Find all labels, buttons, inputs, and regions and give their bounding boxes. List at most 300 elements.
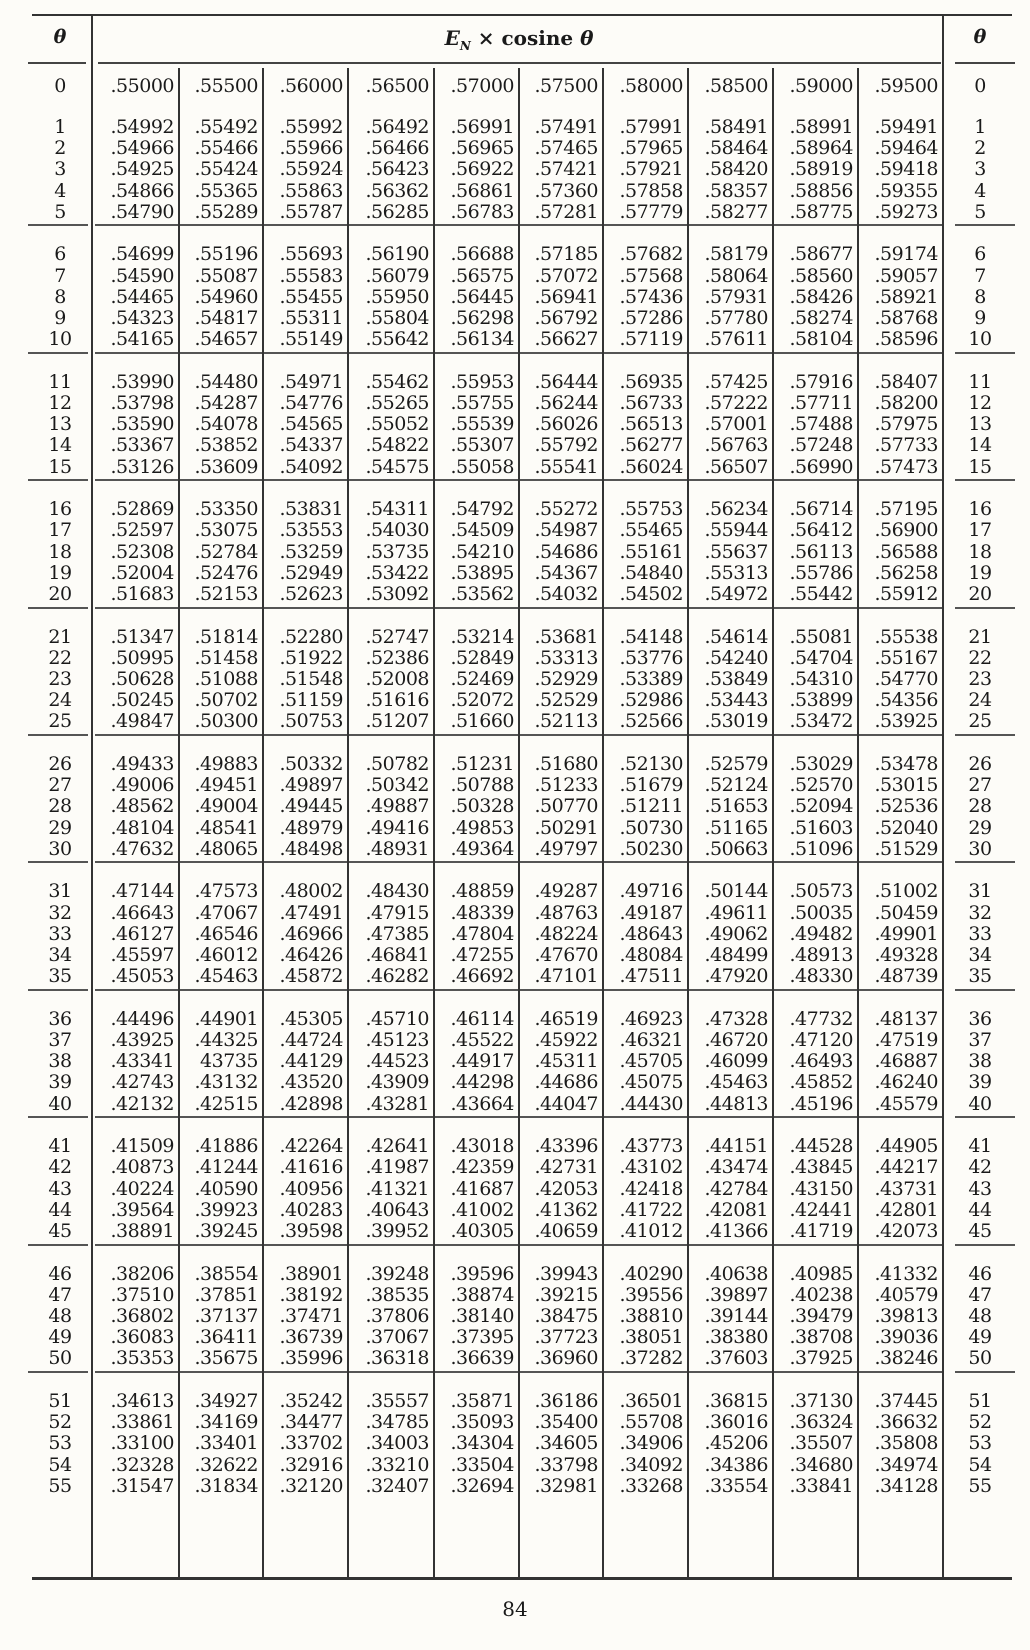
table-cell: .33702 — [279, 1432, 343, 1455]
column-divider — [433, 68, 435, 1577]
theta-right: 55 — [968, 1474, 992, 1497]
table-cell: .41366 — [704, 1220, 768, 1242]
theta-right: 12 — [968, 392, 992, 414]
header-title-sub: N — [459, 39, 471, 53]
table-cell: .56688 — [450, 243, 514, 266]
table-cell: .52579 — [704, 753, 768, 775]
table-row — [0, 1200, 1030, 1221]
theta-left: 3 — [54, 158, 66, 181]
table-cell: .47573 — [194, 880, 258, 903]
theta-right: 26 — [968, 753, 992, 775]
table-cell: .32622 — [194, 1453, 258, 1476]
table-cell: .59057 — [874, 264, 938, 287]
table-cell: .36501 — [619, 1390, 683, 1412]
table-row — [0, 648, 1030, 669]
column-divider — [687, 68, 689, 1577]
table-cell: .38140 — [450, 1305, 514, 1327]
group-separator — [28, 861, 88, 863]
table-cell: .41987 — [365, 1156, 429, 1179]
theta-right: 22 — [968, 646, 992, 669]
table-cell: .53367 — [110, 434, 174, 457]
table-cell: .50291 — [534, 816, 598, 839]
table-cell: .40590 — [194, 1177, 258, 1200]
theta-left: 30 — [48, 837, 72, 860]
table-cell: .52849 — [450, 646, 514, 669]
table-cell: .33401 — [194, 1432, 258, 1455]
table-cell: .55161 — [619, 540, 683, 563]
table-cell: .56935 — [619, 370, 683, 393]
table-cell: .57780 — [704, 307, 768, 329]
table-cell: .52113 — [534, 710, 598, 733]
table-cell: .58426 — [789, 285, 853, 308]
table-cell: .53259 — [279, 540, 343, 563]
table-cell: .40638 — [704, 1262, 768, 1285]
table-cell: .56277 — [619, 434, 683, 457]
table-cell: .51002 — [874, 880, 938, 903]
theta-right: 25 — [968, 710, 992, 733]
theta-right: 50 — [968, 1347, 992, 1370]
table-cell: .55944 — [704, 519, 768, 542]
table-cell: .54960 — [194, 285, 258, 308]
table-cell: .51096 — [789, 837, 853, 860]
theta-left: 35 — [48, 965, 72, 988]
table-cell: .39596 — [450, 1262, 514, 1285]
table-cell: .54776 — [279, 392, 343, 414]
table-cell: .46841 — [365, 944, 429, 966]
theta-right: 3 — [974, 158, 986, 181]
table-cell: .33504 — [450, 1453, 514, 1476]
group-separator — [28, 1244, 88, 1246]
table-cell: .46720 — [704, 1029, 768, 1051]
table-cell: .53478 — [874, 753, 938, 775]
table-cell: .39598 — [279, 1220, 343, 1242]
table-cell: .54148 — [619, 625, 683, 648]
table-cell: .50342 — [365, 774, 429, 797]
table-cell: .57286 — [619, 307, 683, 329]
table-cell: .54509 — [450, 519, 514, 542]
table-cell: .44325 — [194, 1029, 258, 1051]
table-cell: .57779 — [619, 200, 683, 223]
table-cell: .55081 — [789, 625, 853, 648]
theta-left: 33 — [48, 922, 72, 945]
table-cell: .55289 — [194, 200, 258, 223]
table-cell: .48498 — [279, 837, 343, 860]
table-cell: .56714 — [789, 498, 853, 521]
table-cell: .56113 — [789, 540, 853, 563]
table-row — [0, 414, 1030, 435]
table-cell: .53735 — [365, 540, 429, 563]
table-cell: .35093 — [450, 1411, 514, 1434]
table-row — [0, 329, 1030, 350]
table-cell: .55753 — [619, 498, 683, 521]
group-separator — [28, 1116, 88, 1118]
table-cell: .42264 — [279, 1135, 343, 1158]
table-cell: .49611 — [704, 901, 768, 924]
group-separator — [28, 989, 88, 991]
table-cell: .47519 — [874, 1029, 938, 1051]
table-cell: .33210 — [365, 1453, 429, 1476]
table-cell: .50782 — [365, 753, 429, 775]
table-cell: .44528 — [789, 1135, 853, 1158]
table-cell: .52869 — [110, 498, 174, 521]
table-cell: .56444 — [534, 370, 598, 393]
table-cell: .57488 — [789, 413, 853, 436]
header-rule-right — [955, 62, 1015, 64]
table-cell: .36739 — [279, 1326, 343, 1349]
table-cell: .48931 — [365, 837, 429, 860]
theta-left: 0 — [54, 75, 66, 97]
table-cell: .32120 — [279, 1474, 343, 1497]
table-cell: .39564 — [110, 1198, 174, 1221]
table-cell: .57682 — [619, 243, 683, 266]
table-cell: .44813 — [704, 1092, 768, 1115]
theta-right: 8 — [974, 285, 986, 308]
table-cell: .55708 — [619, 1411, 683, 1434]
theta-left: 44 — [48, 1198, 72, 1221]
table-cell: .44151 — [704, 1135, 768, 1158]
table-cell: .46321 — [619, 1029, 683, 1051]
theta-right: 15 — [968, 455, 992, 478]
table-cell: .54840 — [619, 561, 683, 584]
table-cell: .48541 — [194, 816, 258, 839]
table-cell: .54704 — [789, 646, 853, 669]
table-cell: .44523 — [365, 1050, 429, 1073]
table-cell: .58677 — [789, 243, 853, 266]
table-cell: .59418 — [874, 158, 938, 181]
table-cell: .39248 — [365, 1262, 429, 1285]
table-cell: .55462 — [365, 370, 429, 393]
table-cell: .53214 — [450, 625, 514, 648]
theta-left: 49 — [48, 1326, 72, 1349]
table-cell: .39245 — [194, 1220, 258, 1242]
table-cell: .47915 — [365, 901, 429, 924]
table-cell: .58277 — [704, 200, 768, 223]
table-cell: .41332 — [874, 1262, 938, 1285]
table-cell: .56134 — [450, 328, 514, 351]
theta-right: 32 — [968, 901, 992, 924]
table-cell: .42515 — [194, 1092, 258, 1115]
table-cell: .58274 — [789, 307, 853, 329]
table-cell: .48763 — [534, 901, 598, 924]
table-cell: .41002 — [450, 1198, 514, 1221]
table-cell: .59174 — [874, 243, 938, 266]
table-cell: .55924 — [279, 158, 343, 181]
table-cell: .57001 — [704, 413, 768, 436]
table-cell: .57000 — [450, 75, 514, 97]
group-separator — [955, 352, 1015, 354]
table-cell: .47732 — [789, 1007, 853, 1030]
group-separator — [28, 607, 88, 609]
table-cell: .54092 — [279, 455, 343, 478]
table-cell: .56627 — [534, 328, 598, 351]
table-cell: .56445 — [450, 285, 514, 308]
column-divider — [262, 68, 264, 1577]
table-cell: .39036 — [874, 1326, 938, 1349]
table-cell: .43102 — [619, 1156, 683, 1179]
table-cell: .52566 — [619, 710, 683, 733]
table-cell: .49433 — [110, 753, 174, 775]
table-cell: .58596 — [874, 328, 938, 351]
table-cell: .55642 — [365, 328, 429, 351]
theta-left: 41 — [48, 1135, 72, 1158]
table-cell: .44217 — [874, 1156, 938, 1179]
table-cell: .53849 — [704, 668, 768, 690]
theta-right: 40 — [968, 1092, 992, 1115]
table-row — [0, 117, 1030, 138]
table-cell: .58464 — [704, 137, 768, 160]
table-cell: .55637 — [704, 540, 768, 563]
theta-right: 41 — [968, 1135, 992, 1158]
table-cell: .53443 — [704, 689, 768, 712]
table-row — [0, 1072, 1030, 1093]
table-cell: .54165 — [110, 328, 174, 351]
theta-left: 38 — [48, 1050, 72, 1073]
theta-right: 28 — [968, 795, 992, 818]
theta-right: 27 — [968, 774, 992, 797]
table-cell: .57248 — [789, 434, 853, 457]
table-cell: .39215 — [534, 1283, 598, 1306]
table-cell: .38535 — [365, 1283, 429, 1306]
table-cell: .40643 — [365, 1198, 429, 1221]
table-cell: .38901 — [279, 1262, 343, 1285]
table-header — [0, 16, 1030, 64]
table-cell: .53092 — [365, 583, 429, 605]
table-cell: .55500 — [194, 75, 258, 97]
table-cell: .44724 — [279, 1029, 343, 1051]
table-cell: .49364 — [450, 837, 514, 860]
table-cell: .35507 — [789, 1432, 853, 1455]
table-cell: .53422 — [365, 561, 429, 584]
theta-right: 39 — [968, 1071, 992, 1094]
theta-right: 33 — [968, 922, 992, 945]
table-cell: .41687 — [450, 1177, 514, 1200]
table-cell: .57858 — [619, 179, 683, 202]
table-cell: .34003 — [365, 1432, 429, 1455]
theta-left: 52 — [48, 1411, 72, 1434]
table-cell: .54465 — [110, 285, 174, 308]
theta-left: 9 — [54, 307, 66, 329]
table-cell: .45463 — [194, 965, 258, 988]
theta-right: 43 — [968, 1177, 992, 1200]
table-row — [0, 1179, 1030, 1200]
table-cell: .55953 — [450, 370, 514, 393]
theta-left: 29 — [48, 816, 72, 839]
table-cell: .56861 — [450, 179, 514, 202]
table-cell: .56792 — [534, 307, 598, 329]
table-cell: .38891 — [110, 1220, 174, 1242]
table-cell: .42132 — [110, 1092, 174, 1115]
theta-right: 23 — [968, 668, 992, 690]
table-cell: .51159 — [279, 689, 343, 712]
header-title-theta: θ — [580, 26, 594, 50]
table-row — [0, 393, 1030, 414]
theta-left: 48 — [48, 1305, 72, 1327]
table-cell: .53798 — [110, 392, 174, 414]
table-row — [0, 76, 1030, 97]
table-cell: .41722 — [619, 1198, 683, 1221]
group-separator — [955, 479, 1015, 481]
table-cell: .55087 — [194, 264, 258, 287]
table-cell: .50753 — [279, 710, 343, 733]
table-cell: .57611 — [704, 328, 768, 351]
table-row — [0, 924, 1030, 945]
table-cell: .46493 — [789, 1050, 853, 1073]
group-separator — [28, 1371, 88, 1373]
table-cell: .39144 — [704, 1305, 768, 1327]
theta-right: 16 — [968, 498, 992, 521]
theta-left: 10 — [48, 328, 72, 351]
table-row — [0, 1264, 1030, 1285]
table-cell: .36324 — [789, 1411, 853, 1434]
table-cell: .57222 — [704, 392, 768, 414]
table-cell: .35808 — [874, 1432, 938, 1455]
table-cell: .53990 — [110, 370, 174, 393]
table-cell: .55149 — [279, 328, 343, 351]
table-cell: .52308 — [110, 540, 174, 563]
theta-left: 17 — [48, 519, 72, 542]
theta-right: 19 — [968, 561, 992, 584]
group-separator — [955, 861, 1015, 863]
table-cell: .50995 — [110, 646, 174, 669]
table-cell: .33841 — [789, 1474, 853, 1497]
table-cell: .38708 — [789, 1326, 853, 1349]
theta-right: 45 — [968, 1220, 992, 1242]
group-separator — [28, 352, 88, 354]
table-cell: .56244 — [534, 392, 598, 414]
table-cell: .32407 — [365, 1474, 429, 1497]
table-cell: .54310 — [789, 668, 853, 690]
table-cell: .56079 — [365, 264, 429, 287]
table-cell: .45872 — [279, 965, 343, 988]
table-cell: .47120 — [789, 1029, 853, 1051]
table-row — [0, 754, 1030, 775]
table-cell: .51653 — [704, 795, 768, 818]
table-cell: .56258 — [874, 561, 938, 584]
theta-left: 53 — [48, 1432, 72, 1455]
table-cell: .39897 — [704, 1283, 768, 1306]
table-cell: .35242 — [279, 1390, 343, 1412]
table-cell: .37851 — [194, 1283, 258, 1306]
theta-left: 47 — [48, 1283, 72, 1306]
column-divider — [518, 68, 520, 1577]
table-row — [0, 202, 1030, 223]
table-cell: .55492 — [194, 116, 258, 138]
table-cell: .45206 — [704, 1432, 768, 1455]
theta-left: 14 — [48, 434, 72, 457]
table-row — [0, 1455, 1030, 1476]
theta-left: 24 — [48, 689, 72, 712]
table-row — [0, 627, 1030, 648]
table-cell: .53681 — [534, 625, 598, 648]
table-cell: .50459 — [874, 901, 938, 924]
table-row — [0, 1051, 1030, 1072]
table-cell: .57072 — [534, 264, 598, 287]
table-cell: .43341 — [110, 1050, 174, 1073]
table-cell: .48913 — [789, 944, 853, 966]
theta-left: 20 — [48, 583, 72, 605]
theta-left: 46 — [48, 1262, 72, 1285]
table-cell: .33554 — [704, 1474, 768, 1497]
table-cell: .57465 — [534, 137, 598, 160]
theta-left: 31 — [48, 880, 72, 903]
table-cell: .45196 — [789, 1092, 853, 1115]
theta-right: 17 — [968, 519, 992, 542]
table-cell: .54502 — [619, 583, 683, 605]
table-cell: .47144 — [110, 880, 174, 903]
table-cell: .53925 — [874, 710, 938, 733]
table-cell: .55583 — [279, 264, 343, 287]
table-cell: .36016 — [704, 1411, 768, 1434]
theta-right: 46 — [968, 1262, 992, 1285]
table-cell: .57185 — [534, 243, 598, 266]
column-divider — [942, 16, 944, 1577]
table-cell: .49901 — [874, 922, 938, 945]
page-number: 84 — [502, 1597, 528, 1621]
table-cell: .37137 — [194, 1305, 258, 1327]
table-cell: .37806 — [365, 1305, 429, 1327]
table-cell: .51660 — [450, 710, 514, 733]
theta-left: 12 — [48, 392, 72, 414]
theta-right: 52 — [968, 1411, 992, 1434]
table-cell: .57711 — [789, 392, 853, 414]
table-cell: .48562 — [110, 795, 174, 818]
table-cell: .47491 — [279, 901, 343, 924]
table-cell: .46966 — [279, 922, 343, 945]
theta-right: 36 — [968, 1007, 992, 1030]
table-row — [0, 1391, 1030, 1412]
table-cell: .50328 — [450, 795, 514, 818]
table-cell: .56990 — [789, 455, 853, 478]
table-cell: .43664 — [450, 1092, 514, 1115]
table-cell: .39952 — [365, 1220, 429, 1242]
table-cell: .57568 — [619, 264, 683, 287]
table-cell: .56507 — [704, 455, 768, 478]
table-cell: .48430 — [365, 880, 429, 903]
table-cell: .55455 — [279, 285, 343, 308]
table-cell: .54590 — [110, 264, 174, 287]
table-cell: .57360 — [534, 179, 598, 202]
table-cell: .47328 — [704, 1007, 768, 1030]
table-cell: .53075 — [194, 519, 258, 542]
table-cell: .58407 — [874, 370, 938, 393]
table-cell: .31547 — [110, 1474, 174, 1497]
table-cell: .49716 — [619, 880, 683, 903]
theta-right: 44 — [968, 1198, 992, 1221]
table-cell: .57425 — [704, 370, 768, 393]
table-cell: .55058 — [450, 455, 514, 478]
table-cell: .54966 — [110, 137, 174, 160]
table-cell: .50245 — [110, 689, 174, 712]
table-cell: .39556 — [619, 1283, 683, 1306]
table-cell: .52949 — [279, 561, 343, 584]
table-cell: .53029 — [789, 753, 853, 775]
table-cell: .47920 — [704, 965, 768, 988]
table-cell: .48137 — [874, 1007, 938, 1030]
table-cell: .51814 — [194, 625, 258, 648]
table-cell: .42441 — [789, 1198, 853, 1221]
table-row — [0, 1412, 1030, 1433]
table-cell: .45522 — [450, 1029, 514, 1051]
table-row — [0, 1327, 1030, 1348]
table-cell: .55196 — [194, 243, 258, 266]
table-cell: .39923 — [194, 1198, 258, 1221]
theta-right: 18 — [968, 540, 992, 563]
theta-left: 13 — [48, 413, 72, 436]
table-cell: .54078 — [194, 413, 258, 436]
table-cell: .51231 — [450, 753, 514, 775]
table-cell: .47385 — [365, 922, 429, 945]
table-cell: .35400 — [534, 1411, 598, 1434]
